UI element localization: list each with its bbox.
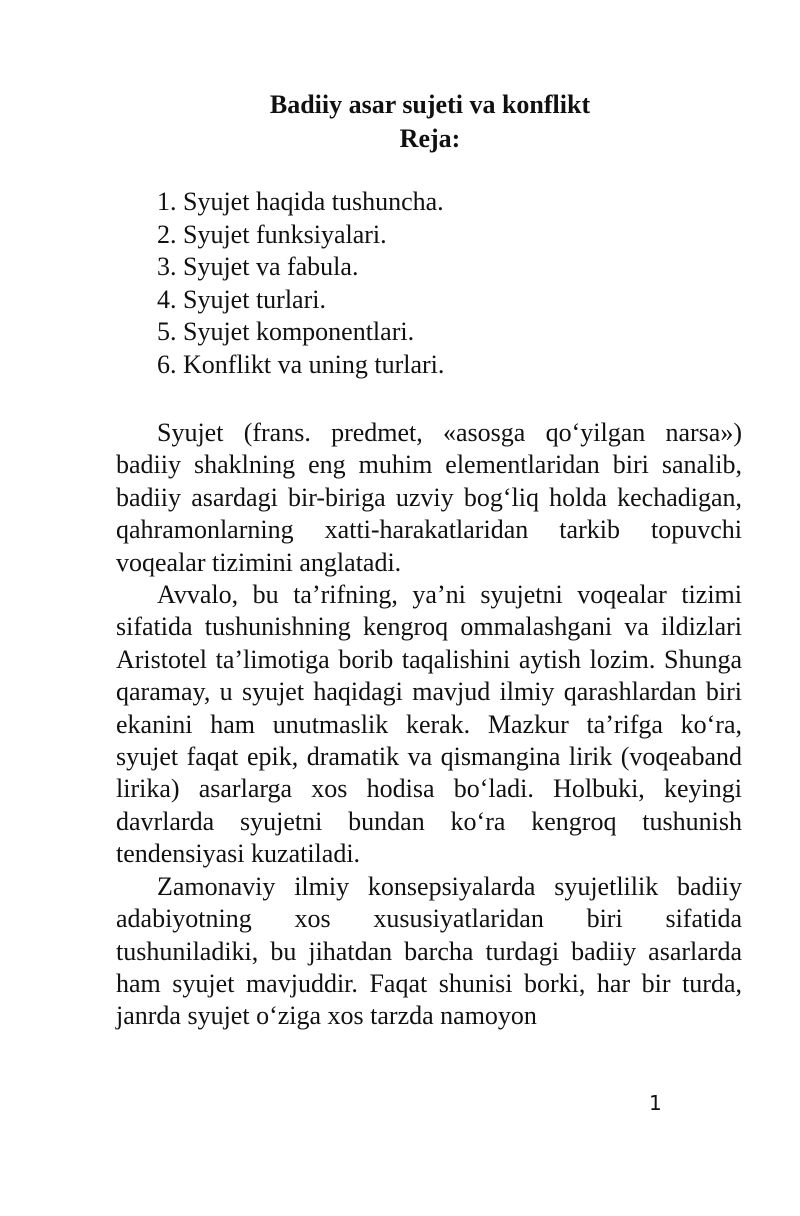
plan-item: 6. Konflikt va uning turlari. [157, 349, 445, 379]
title-block [0, 88, 800, 156]
plan-item: 5. Syujet komponentlari. [157, 317, 415, 346]
paragraph: Zamonaviy ilmiy konsepsiyalarda syujetlilik badiiy adabiyotning xos xususiyatlaridan biri sifatida tushuniladiki, bu jihatdan barcha turdagi badiiy asarlarda ham syujet mavjuddir. Faqat shunisi borki, har bir turda, janrda syujet o‘ziga xos tarzda namoyon [116, 871, 742, 1031]
plan-item: 4. Syujet turlari. [157, 284, 326, 314]
plan-list [157, 186, 444, 381]
body-text [116, 417, 742, 1033]
plan-item: 3. Syujet va fabula. [157, 252, 359, 281]
plan-item: 1. Syujet haqida tushuncha. [157, 187, 444, 216]
page-number: 1 [649, 1091, 662, 1115]
paragraph: Avvalo, bu ta’rifning, ya’ni syujetni voqealar tizimi sifatida tushunishning kengroq ommalashgani va ildizlari Aristotel ta’limotiga borib taqalishini aytish lozim. Shunga qaramay, u syujet haqidagi mavjud ilmiy qarashlardan biri ekanini ham unutmaslik kerak. Mazkur ta’rifga ko‘ra, syujet faqat epik, dramatik va qismangina lirik (voqeaband lirika) asarlarga xos hodisa bo‘ladi. Holbuki, keyingi davrlarda syujetni bundan ko‘ra kengroq tushunish tendensiyasi kuzatiladi. [116, 580, 742, 869]
document-title: Badiiy asar sujeti va konflikt [269, 90, 591, 119]
paragraph: Syujet (frans. predmet, «asosga qo‘yilgan narsa») badiiy shaklning eng muhim elementlaridan biri sanalib, badiiy asardagi bir-biriga uzviy bog‘liq holda kechadigan, qahramonlarning xatti-harakatlaridan tarkib topuvchi voqealar tizimini anglatadi. [116, 418, 742, 577]
plan-item: 2. Syujet funksiyalari. [157, 219, 387, 249]
plan-heading: Reja: [399, 124, 461, 153]
